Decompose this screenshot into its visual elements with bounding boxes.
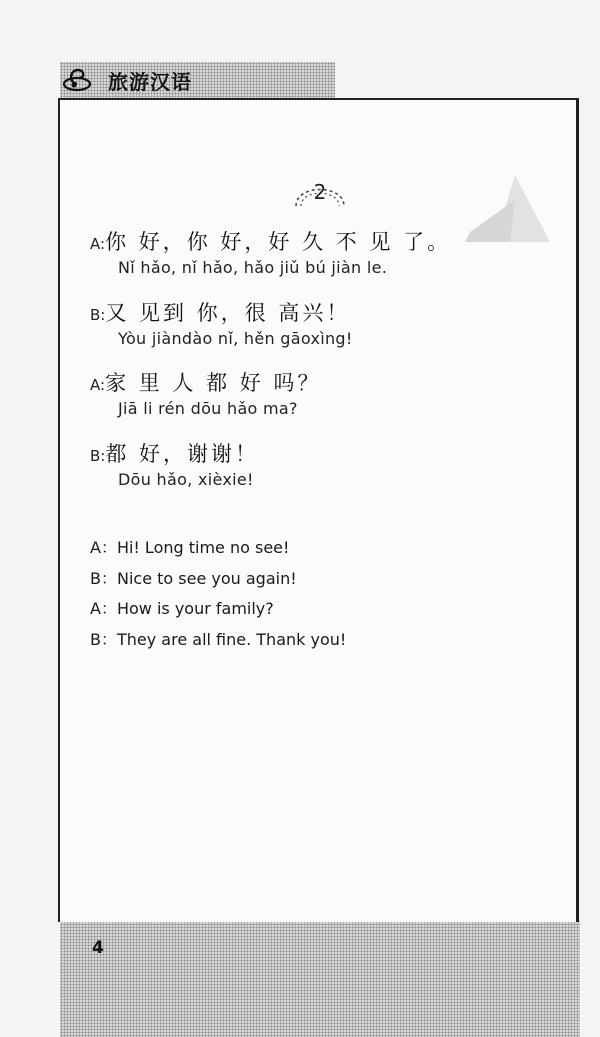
- pinyin-text: Jiā li rén dōu hǎo ma?: [118, 399, 298, 418]
- translation-text: Nice to see you again!: [116, 569, 297, 588]
- translation-text: They are all fine. Thank you!: [116, 630, 347, 649]
- speaker-label: B:: [90, 306, 106, 324]
- pinyin-text: Yòu jiàndào nǐ, hěn gāoxìng!: [118, 329, 353, 348]
- speaker-label: A:: [90, 376, 106, 394]
- page-number: 4: [92, 938, 104, 958]
- translation-text: How is your family?: [116, 599, 274, 618]
- dialogue-line-3: [90, 367, 321, 397]
- book-title: 旅游汉语: [108, 70, 192, 94]
- footer-halftone-band: [60, 920, 580, 1037]
- swirl-logo-icon: [62, 64, 92, 94]
- speaker-label: A：: [90, 538, 117, 557]
- speaker-label: B：: [90, 569, 117, 588]
- hanzi-text: 你 好，你 好，好 久 不 见 了。: [105, 230, 452, 254]
- translation-line-3: [90, 596, 274, 619]
- translation-line-4: [90, 627, 346, 650]
- speaker-label: B:: [90, 447, 106, 465]
- translation-line-1: [90, 535, 289, 558]
- translation-text: Hi! Long time no see!: [116, 538, 290, 557]
- dialogue-line-1: [90, 226, 451, 256]
- hanzi-text: 家 里 人 都 好 吗？: [105, 371, 322, 395]
- pinyin-text: Nǐ hǎo, nǐ hǎo, hǎo jiǔ bú jiàn le.: [118, 258, 388, 277]
- dialogue-line-4: [90, 438, 259, 468]
- lesson-number: 2: [313, 180, 327, 204]
- speaker-label: B：: [90, 630, 117, 649]
- speaker-label: A：: [90, 599, 117, 618]
- pinyin-text: Dōu hǎo, xièxie!: [118, 470, 254, 489]
- hanzi-text: 都 好，谢谢！: [105, 442, 260, 466]
- hanzi-text: 又 见到 你，很 高兴！: [105, 301, 351, 325]
- dialogue-line-2: [90, 297, 350, 327]
- lesson-number-badge: [292, 178, 348, 208]
- speaker-label: A:: [90, 235, 106, 253]
- header-halftone-band: [60, 62, 335, 98]
- translation-line-2: [90, 566, 297, 589]
- sailboat-icon: [460, 170, 555, 250]
